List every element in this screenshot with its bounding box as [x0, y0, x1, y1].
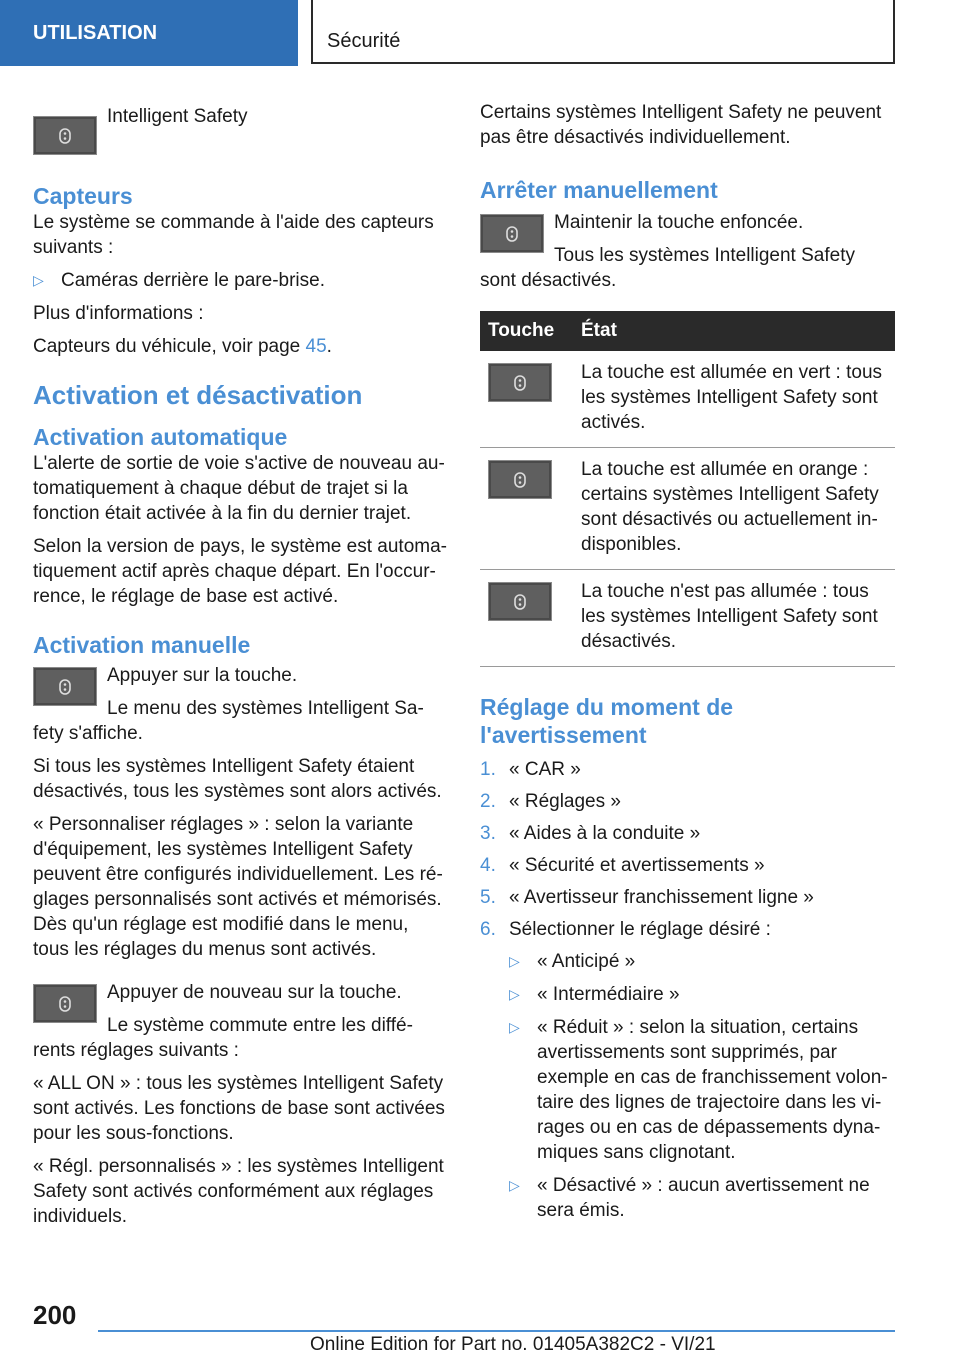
triangle-bullet-icon: ▷	[509, 986, 520, 1002]
page-number: 200	[33, 1300, 77, 1330]
intro-label: Intelligent Safety	[107, 106, 248, 127]
footer-edition: Online Edition for Part no. 01405A382C2 - VI/21	[310, 1334, 716, 1355]
list-item: ▷ « Anticipé »	[509, 951, 636, 972]
footer-divider	[98, 1330, 895, 1332]
list-item: 2. « Réglages »	[480, 791, 621, 812]
again-step-1: Appuyer de nouveau sur la touche.	[107, 982, 402, 1003]
table-row	[480, 570, 895, 667]
list-item: ▷ « Désactivé » : aucun avertissement ne sera émis.	[509, 1175, 870, 1221]
allon-paragraph: « ALL ON » : tous les systèmes Intelligent Safety sont activés. Les fonctions de base sont activées pour les sous-fonctions.	[33, 1073, 445, 1144]
list-item: ▷ Caméras derrière le pare-brise.	[33, 270, 325, 291]
stop-heading: Arrêter manuellement	[480, 177, 718, 203]
button-state-table	[480, 311, 895, 667]
auto-paragraph-2: Selon la version de pays, le système est automa-tiquement actif après chaque départ. En l'occur-rence, le réglage de base est activé.	[33, 536, 447, 607]
table-row	[480, 448, 895, 570]
intelligent-safety-button-icon	[33, 984, 97, 1023]
intro-block	[33, 104, 447, 154]
stop-step-1: Maintenir la touche enfoncée.	[554, 212, 804, 233]
button-orange-icon	[488, 460, 552, 499]
list-item: 3. « Aides à la conduite »	[480, 823, 701, 844]
perso-paragraph: « Régl. personnalisés » : les systèmes Intelligent Safety sont activés conformément aux réglages individuels.	[33, 1156, 444, 1227]
page-header	[0, 0, 960, 66]
list-item: 5. « Avertisseur franchissement ligne »	[480, 887, 814, 908]
stop-step-2: Tous les systèmes Intelligent Safety sont désactivés.	[480, 245, 855, 291]
manual-heading: Activation manuelle	[33, 632, 251, 658]
intelligent-safety-button-icon	[33, 116, 97, 155]
list-item: 6. Sélectionner le réglage désiré :	[480, 919, 771, 940]
sensors-reference: Capteurs du véhicule, voir page 45.	[33, 336, 332, 357]
state-text: La touche est allumée en orange : certains systèmes Intelligent Safety sont désactivés ou actuellement in-disponibles.	[581, 448, 895, 570]
warn-heading: Réglage du moment de l'avertissement	[480, 694, 734, 748]
more-info: Plus d'informations :	[33, 303, 204, 324]
button-green-icon	[488, 363, 552, 402]
table-header	[480, 311, 895, 351]
manual-step-2: Le menu des systèmes Intelligent Sa-fety s'affiche.	[33, 698, 424, 744]
auto-heading: Activation automatique	[33, 424, 288, 450]
page-link[interactable]: 45	[305, 336, 327, 357]
top-paragraph: Certains systèmes Intelligent Safety ne peuvent pas être désactivés individuellement.	[480, 102, 882, 148]
list-item: 1. « CAR »	[480, 759, 581, 780]
triangle-bullet-icon: ▷	[509, 1019, 520, 1035]
auto-paragraph-1: L'alerte de sortie de voie s'active de nouveau au-tomatiquement à chaque début de trajet si la fonction était activée à la fin du dernier trajet.	[33, 453, 445, 524]
manual-paragraph-1: Si tous les systèmes Intelligent Safety étaient désactivés, tous les systèmes sont alors activés.	[33, 756, 442, 802]
intelligent-safety-button-icon	[33, 667, 97, 706]
sub-options	[509, 949, 895, 1223]
triangle-bullet-icon: ▷	[509, 1177, 520, 1193]
right-column	[480, 100, 895, 1231]
list-item: ▷ « Réduit » : selon la situation, certains avertissements sont supprimés, par exemple en cas de franchissement volon-taire des lignes de trajectoire dans les vi-rages ou en cas de dépassements dyna-miques sans clignotant.	[509, 1017, 888, 1163]
chapter-label: Sécurité	[311, 0, 895, 64]
manual-step-1: Appuyer sur la touche.	[107, 665, 298, 686]
manual-paragraph-2: « Personnaliser réglages » : selon la variante d'équipement, les systèmes Intelligent Safety peuvent être configurés individuellement. Les ré-glages personnalisés sont activés et mémorisés. Dès qu'un réglage est modifié dans le menu, tous les réglages du menus sont activés.	[33, 814, 443, 960]
table-row	[480, 351, 895, 448]
state-text: La touche est allumée en vert : tous les systèmes Intelligent Safety sont activés.	[581, 351, 895, 448]
list-item: 4. « Sécurité et avertissements »	[480, 855, 765, 876]
button-off-icon	[488, 582, 552, 621]
activation-heading: Activation et désactivation	[33, 380, 363, 410]
column-header-etat: État	[581, 311, 895, 351]
section-label: UTILISATION	[0, 0, 298, 66]
column-header-touche: Touche	[480, 311, 581, 351]
capteurs-heading: Capteurs	[33, 183, 133, 209]
steps-list	[480, 757, 895, 942]
capteurs-text: Le système se commande à l'aide des capteurs suivants :	[33, 212, 434, 258]
triangle-bullet-icon: ▷	[33, 272, 44, 288]
state-text: La touche n'est pas allumée : tous les systèmes Intelligent Safety sont désactivés.	[581, 570, 895, 667]
again-step-2: Le système commute entre les diffé-rents réglages suivants :	[33, 1015, 413, 1061]
left-column	[33, 100, 447, 1237]
again-block	[33, 980, 447, 1063]
intelligent-safety-button-icon	[480, 214, 544, 253]
triangle-bullet-icon: ▷	[509, 953, 520, 969]
list-item: ▷ « Intermédiaire »	[509, 984, 680, 1005]
stop-block	[480, 210, 895, 293]
manual-block	[33, 663, 447, 746]
